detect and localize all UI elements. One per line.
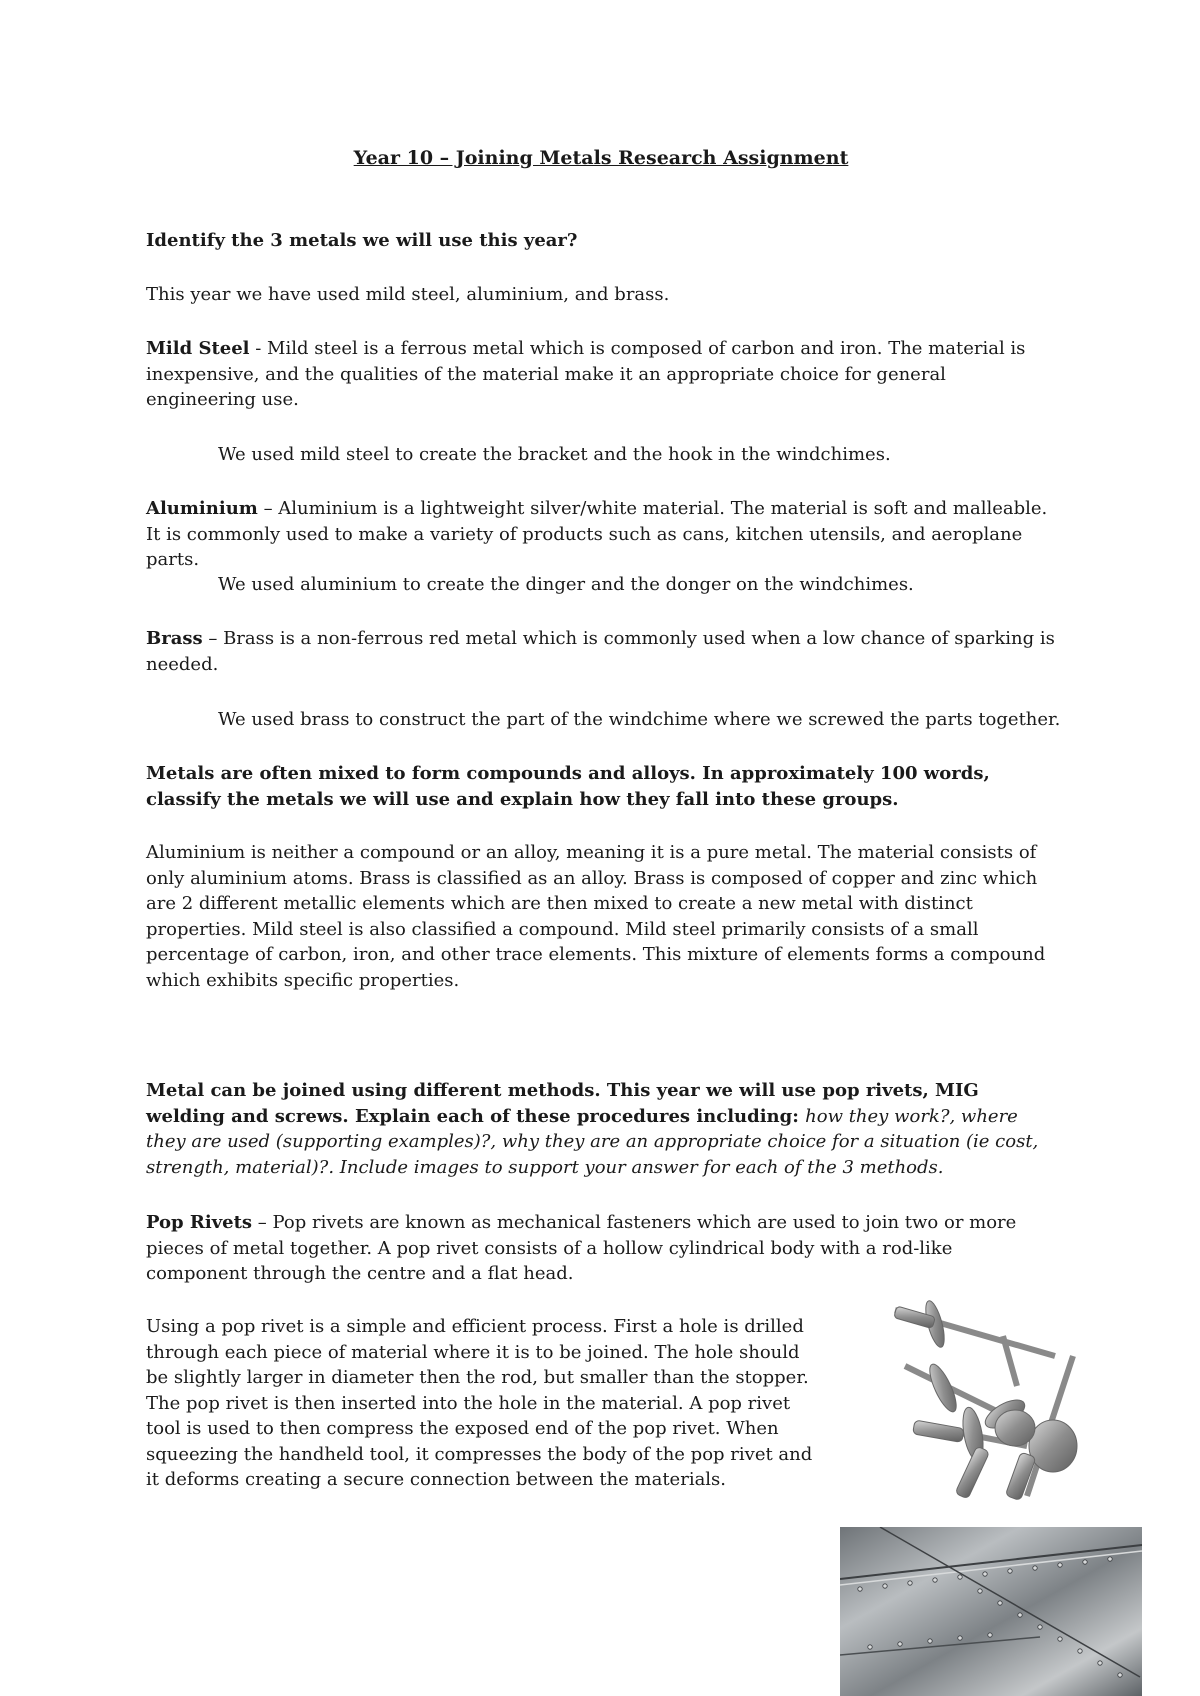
brass-paragraph bbox=[146, 626, 1056, 677]
question-3 bbox=[146, 1078, 1056, 1180]
aluminium-paragraph bbox=[146, 496, 1056, 573]
brass-text: – Brass is a non-ferrous red metal which is commonly used when a low chance of sparking is needed. bbox=[146, 628, 1055, 675]
question-3-bold: Metal can be joined using different methods. This year we will use pop rivets, MIG welding and screws. Explain each of these procedures including: bbox=[146, 1080, 979, 1127]
answer-2: Aluminium is neither a compound or an alloy, meaning it is a pure metal. The material consists of only aluminium atoms. Brass is classified as an alloy. Brass is composed of copper and zinc which are 2 different metallic elements which are then mixed to create a new metal with distinct properties. Mild steel is also classified a compound. Mild steel primarily consists of a small percentage of carbon, iron, and other trace elements. This mixture of elements forms a compound which exhibits specific properties. bbox=[146, 842, 1046, 991]
mild-steel-paragraph bbox=[146, 336, 1056, 413]
mild-steel-text: - Mild steel is a ferrous metal which is composed of carbon and iron. The material is inexpensive, and the qualities of the material make it an appropriate choice for general engineering use. bbox=[146, 338, 1026, 410]
question-2: Metals are often mixed to form compounds and alloys. In approximately 100 words, classify the metals we will use and explain how they fall into these groups. bbox=[146, 763, 990, 810]
mild-steel-use: We used mild steel to create the bracket and the hook in the windchimes. bbox=[218, 444, 891, 465]
question-3-italic: how they work?, where they are used (supporting examples)?, why they are an appropriate choice for a situation (ie cost, strength, material)?. Include images to support your answer for each of the 3 methods. bbox=[146, 1105, 1039, 1178]
pop-rivets-text: – Pop rivets are known as mechanical fasteners which are used to join two or more pieces of metal together. A pop rivet consists of a hollow cylindrical body with a rod-like component through the centre and a flat head. bbox=[146, 1212, 1017, 1284]
aluminium-text: – Aluminium is a lightweight silver/white material. The material is soft and malleable. It is commonly used to make a variety of products such as cans, kitchen utensils, and aeroplane parts. bbox=[146, 498, 1048, 570]
brass-use: We used brass to construct the part of the windchime where we screwed the parts together. bbox=[218, 709, 1061, 730]
aluminium-label: Aluminium bbox=[146, 498, 258, 519]
riveted-panel-photo bbox=[840, 1527, 1142, 1696]
pop-rivets-paragraph bbox=[146, 1210, 1056, 1287]
aluminium-use: We used aluminium to create the dinger and the donger on the windchimes. bbox=[218, 574, 914, 595]
answer-1: This year we have used mild steel, aluminium, and brass. bbox=[146, 284, 670, 305]
pop-rivets-photo bbox=[877, 1296, 1089, 1512]
pop-rivets-label: Pop Rivets bbox=[146, 1212, 253, 1233]
pop-rivets-process: Using a pop rivet is a simple and efficient process. First a hole is drilled through each piece of material where it is to be joined. The hole should be slightly larger in diameter then the rod, but smaller than the stopper. The pop rivet is then inserted into the hole in the material. A pop rivet tool is used to then compress the exposed end of the pop rivet. When squeezing the handheld tool, it compresses the body of the pop rivet and it deforms creating a secure connection between the materials. bbox=[146, 1316, 813, 1490]
page-title: Year 10 – Joining Metals Research Assignment bbox=[353, 147, 849, 169]
question-1: Identify the 3 metals we will use this year? bbox=[146, 230, 578, 251]
mild-steel-label: Mild Steel bbox=[146, 338, 250, 359]
brass-label: Brass bbox=[146, 628, 203, 649]
